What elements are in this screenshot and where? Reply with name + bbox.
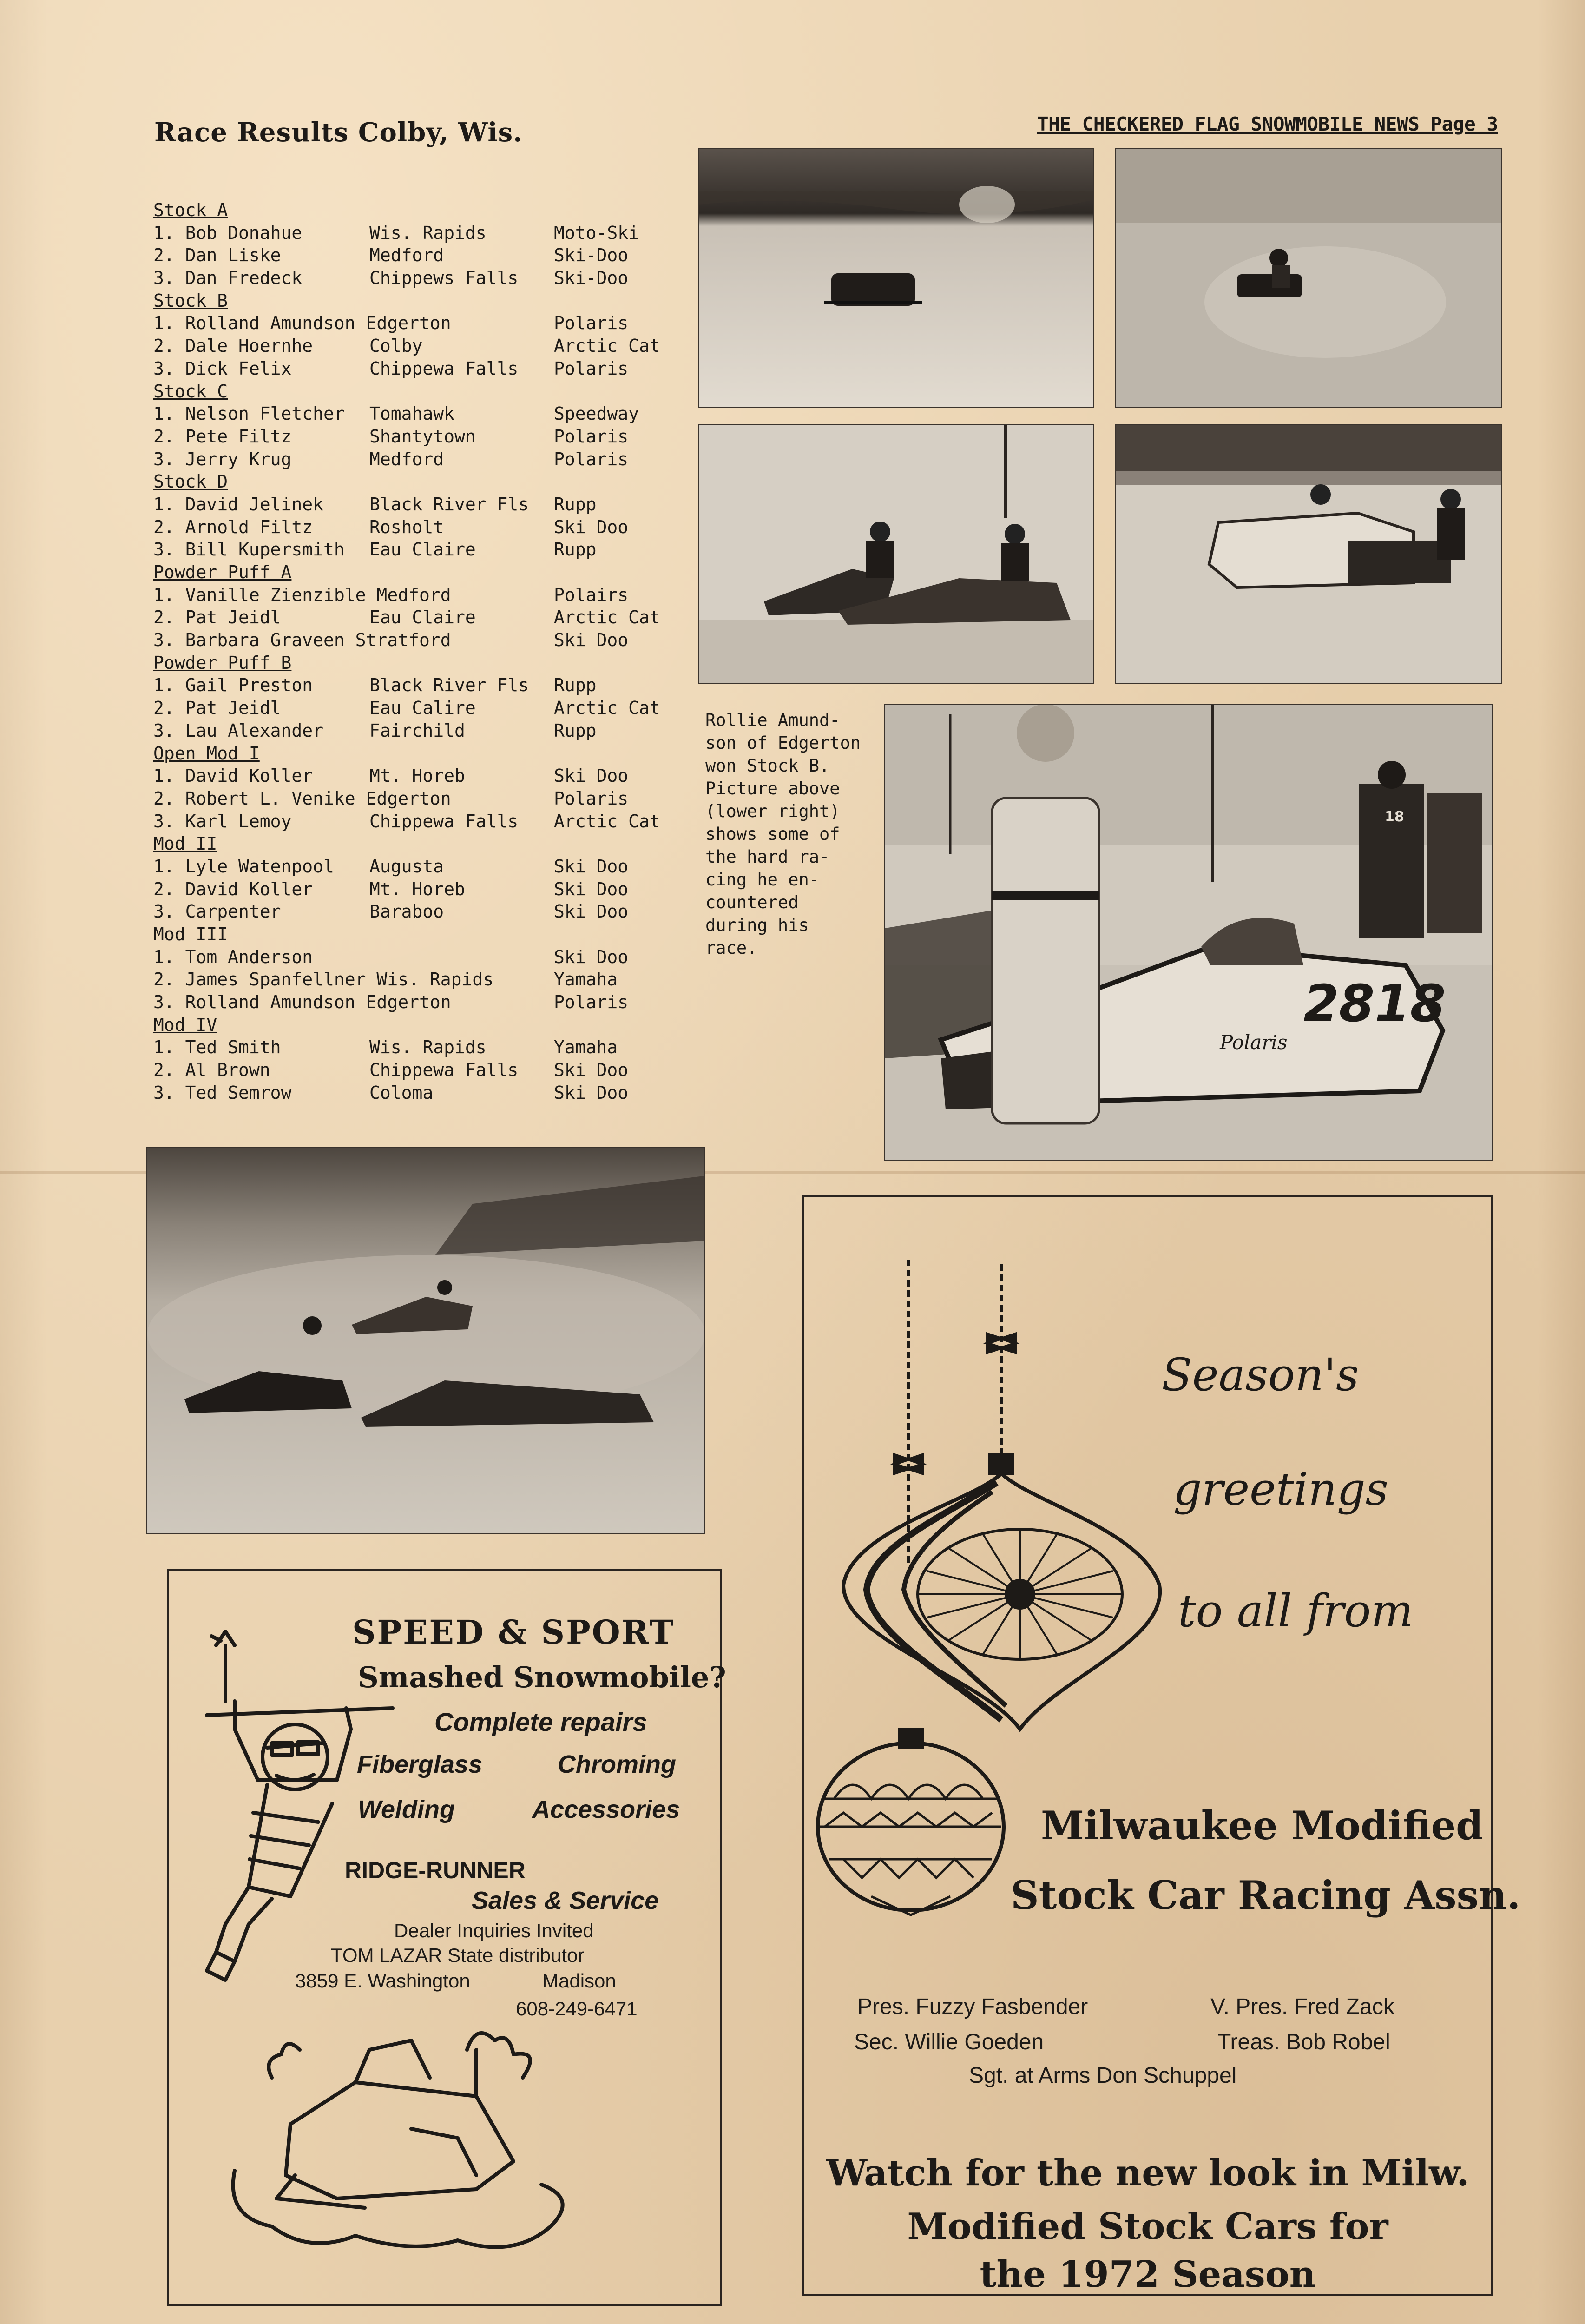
result-make: Ski Doo	[554, 766, 629, 786]
class-name: Powder Puff B	[153, 652, 292, 673]
speed-ad-repairs: Complete repairs	[434, 1707, 647, 1736]
result-name: 3. Ted Semrow	[153, 1082, 292, 1103]
association-name-2: Stock Car Racing Assn.	[1011, 1872, 1521, 1918]
result-city: Wis. Rapids	[369, 1037, 487, 1058]
result-city: Mt. Horeb	[369, 878, 465, 899]
result-make: Arctic Cat	[554, 698, 660, 719]
result-city: Shantytown	[369, 426, 476, 447]
result-row	[153, 765, 683, 787]
class-name: Mod III	[153, 924, 228, 944]
result-row	[153, 629, 683, 652]
class-heading	[153, 561, 683, 584]
class-heading	[153, 923, 683, 946]
result-row	[153, 606, 683, 629]
class-name: Open Mod I	[153, 743, 260, 764]
result-city: Chippewa Falls	[369, 1060, 519, 1081]
race-photo-1	[698, 148, 1094, 408]
photo-caption: Rollie Amund- son of Edgerton won Stock B. Picture above (lower right) shows some of the hard ra- cing he en- countered during his race.	[705, 710, 861, 958]
result-row	[153, 244, 683, 267]
result-city: Chippews Falls	[369, 268, 519, 289]
result-city: Medford	[369, 245, 444, 266]
result-name: 2. Arnold Filtz	[153, 516, 313, 537]
result-row	[153, 946, 683, 969]
result-name: 3. Jerry Krug	[153, 449, 292, 469]
class-name: Mod IV	[153, 1014, 217, 1035]
speed-ad-phone: 608-249-6471	[516, 1998, 638, 2020]
result-city: Coloma	[369, 1082, 434, 1103]
result-make: Polaris	[554, 426, 629, 447]
result-row	[153, 403, 683, 425]
result-row	[153, 222, 683, 244]
greeting-line-3: to all from	[1178, 1585, 1414, 1637]
result-name: 3. Bill Kupersmith	[153, 539, 345, 560]
result-city: Wis. Rapids	[369, 222, 487, 243]
result-name: 1. Lyle Watenpool	[153, 856, 334, 877]
result-row	[153, 448, 683, 471]
result-make: Ski Doo	[554, 878, 629, 899]
greeting-line-1: Season's	[1162, 1349, 1359, 1401]
result-name: 1. Bob Donahue	[153, 222, 303, 243]
result-name: 2. Al Brown	[153, 1060, 270, 1081]
result-city: Eau Claire	[369, 607, 476, 628]
smashed-snowmobile-cartoon	[216, 2022, 588, 2264]
result-make: Polaris	[554, 449, 629, 469]
result-name: 3. Carpenter	[153, 901, 281, 922]
result-city: Medford	[369, 449, 444, 469]
class-name: Mod II	[153, 833, 217, 854]
officer-sergeant-at-arms: Sgt. at Arms Don Schuppel	[969, 2063, 1237, 2088]
speed-ad-dealer: Dealer Inquiries Invited	[394, 1920, 594, 1941]
result-make: Polaris	[554, 358, 629, 379]
class-heading	[153, 652, 683, 674]
officer-treasurer: Treas. Bob Robel	[1217, 2030, 1390, 2054]
class-heading	[153, 832, 683, 855]
race-photo-2	[1115, 148, 1502, 408]
watch-line-3: the 1972 Season	[980, 2253, 1316, 2296]
result-city: Eau Claire	[369, 539, 476, 560]
result-make: Speedway	[554, 403, 639, 424]
result-make: Arctic Cat	[554, 811, 660, 832]
result-name: 1. Vanille Zienzible Medford	[153, 584, 451, 605]
speed-ad-subtitle: Smashed Snowmobile?	[358, 1660, 726, 1694]
result-row	[153, 493, 683, 516]
result-make: Yamaha	[554, 969, 618, 990]
result-name: 2. Pete Filtz	[153, 426, 292, 447]
result-row	[153, 335, 683, 357]
class-name: Stock A	[153, 200, 228, 220]
result-make: Ski Doo	[554, 901, 629, 922]
result-make: Ski-Doo	[554, 268, 629, 289]
vest-number: 18	[1385, 809, 1404, 825]
christmas-ornaments	[816, 1260, 1178, 1957]
result-make: Ski-Doo	[554, 245, 629, 266]
class-heading	[153, 199, 683, 222]
sled-number: 2818	[1303, 974, 1446, 1033]
result-row	[153, 878, 683, 901]
result-make: Rupp	[554, 494, 597, 515]
result-name: 1. Nelson Fletcher	[153, 403, 345, 424]
speed-ad-city: Madison	[542, 1970, 616, 1992]
result-row	[153, 697, 683, 720]
result-name: 1. Tom Anderson	[153, 946, 313, 967]
result-row	[153, 516, 683, 539]
result-name: 2. Robert L. Venike Edgerton	[153, 788, 451, 809]
class-heading	[153, 380, 683, 403]
class-name: Stock C	[153, 381, 228, 402]
speed-ad-title: SPEED & SPORT	[352, 1613, 675, 1651]
result-name: 2. Dale Hoernhe	[153, 336, 313, 357]
speed-ad-fiberglass: Fiberglass	[357, 1750, 483, 1778]
result-make: Ski Doo	[554, 630, 629, 651]
winner-photo	[884, 704, 1493, 1161]
result-city: Colby	[369, 336, 423, 357]
result-make: Rupp	[554, 720, 597, 741]
result-make: Polaris	[554, 313, 629, 334]
result-row	[153, 810, 683, 833]
result-row	[153, 855, 683, 878]
result-name: 3. Barbara Graveen Stratford	[153, 630, 451, 651]
race-results-list	[153, 199, 683, 1104]
result-name: 1. David Koller	[153, 766, 313, 786]
speed-ad-accessories: Accessories	[532, 1796, 680, 1823]
result-name: 2. Pat Jeidl	[153, 698, 281, 719]
result-make: Polaris	[554, 992, 629, 1013]
class-heading	[153, 290, 683, 312]
result-make: Rupp	[554, 675, 597, 696]
officer-secretary: Sec. Willie Goeden	[854, 2030, 1044, 2054]
result-make: Yamaha	[554, 1037, 618, 1058]
speed-ad-brand: RIDGE-RUNNER	[345, 1857, 526, 1883]
result-make: Arctic Cat	[554, 336, 660, 357]
class-name: Stock B	[153, 290, 228, 311]
association-name-1: Milwaukee Modified	[1041, 1802, 1483, 1849]
result-make: Arctic Cat	[554, 607, 660, 628]
watch-line-2: Modified Stock Cars for	[907, 2205, 1388, 2248]
result-name: 1. David Jelinek	[153, 494, 324, 515]
race-photo-blizzard	[146, 1147, 705, 1534]
result-city: Chippewa Falls	[369, 811, 519, 832]
speed-ad-welding: Welding	[358, 1796, 455, 1823]
result-row	[153, 584, 683, 607]
result-make: Rupp	[554, 539, 597, 560]
ridge-runner-cartoon	[197, 1627, 402, 1994]
result-row	[153, 312, 683, 335]
result-name: 1. Ted Smith	[153, 1037, 281, 1058]
result-city: Mt. Horeb	[369, 766, 465, 786]
speed-ad-address: 3859 E. Washington	[295, 1970, 470, 1992]
class-name: Powder Puff A	[153, 562, 292, 582]
results-heading: Race Results Colby, Wis.	[154, 117, 523, 148]
result-name: 2. David Koller	[153, 878, 313, 899]
class-heading	[153, 470, 683, 493]
speed-ad-brand-sub: Sales & Service	[472, 1887, 659, 1915]
result-city: Augusta	[369, 856, 444, 877]
class-name: Stock D	[153, 471, 228, 492]
result-row	[153, 991, 683, 1014]
watch-line-1: Watch for the new look in Milw.	[826, 2152, 1469, 2194]
result-make: Moto-Ski	[554, 222, 639, 243]
result-make: Polairs	[554, 584, 629, 605]
result-row	[153, 357, 683, 380]
result-row	[153, 787, 683, 810]
result-city: Baraboo	[369, 901, 444, 922]
result-make: Polaris	[554, 788, 629, 809]
officer-president: Pres. Fuzzy Fasbender	[857, 1994, 1088, 2019]
result-name: 3. Rolland Amundson Edgerton	[153, 992, 451, 1013]
result-city: Rosholt	[369, 516, 444, 537]
result-make: Ski Doo	[554, 946, 629, 967]
result-name: 3. Dan Fredeck	[153, 268, 303, 289]
greeting-line-2: greetings	[1173, 1463, 1388, 1515]
result-name: 3. Lau Alexander	[153, 720, 324, 741]
result-name: 1. Rolland Amundson Edgerton	[153, 313, 451, 334]
result-name: 2. Dan Liske	[153, 245, 281, 266]
speed-ad-distributor: TOM LAZAR State distributor	[331, 1944, 585, 1966]
result-name: 1. Gail Preston	[153, 675, 313, 696]
result-city: Fairchild	[369, 720, 465, 741]
class-heading	[153, 742, 683, 765]
result-row	[153, 968, 683, 991]
result-city: Tomahawk	[369, 403, 455, 424]
result-city: Eau Calire	[369, 698, 476, 719]
result-row	[153, 1036, 683, 1059]
speed-ad-chroming: Chroming	[558, 1750, 676, 1778]
result-row	[153, 1059, 683, 1082]
result-city: Black River Fls	[369, 494, 529, 515]
result-row	[153, 267, 683, 290]
race-photo-3	[698, 424, 1094, 684]
result-name: 3. Karl Lemoy	[153, 811, 292, 832]
result-row	[153, 674, 683, 697]
result-name: 2. James Spanfellner Wis. Rapids	[153, 969, 494, 990]
class-heading	[153, 1014, 683, 1037]
result-make: Ski Doo	[554, 1082, 629, 1103]
result-row	[153, 425, 683, 448]
race-photo-4	[1115, 424, 1502, 684]
result-row	[153, 538, 683, 561]
officer-vice-president: V. Pres. Fred Zack	[1210, 1994, 1394, 2019]
sled-brand: Polaris	[1220, 1031, 1288, 1054]
result-name: 3. Dick Felix	[153, 358, 292, 379]
result-row	[153, 720, 683, 742]
result-make: Ski Doo	[554, 516, 629, 537]
result-name: 2. Pat Jeidl	[153, 607, 281, 628]
result-row	[153, 1082, 683, 1104]
result-city: Black River Fls	[369, 675, 529, 696]
result-make: Ski Doo	[554, 1060, 629, 1081]
result-make: Ski Doo	[554, 856, 629, 877]
newspaper-header: THE CHECKERED FLAG SNOWMOBILE NEWS Page 3	[1037, 113, 1498, 135]
result-city: Chippewa Falls	[369, 358, 519, 379]
result-row	[153, 900, 683, 923]
